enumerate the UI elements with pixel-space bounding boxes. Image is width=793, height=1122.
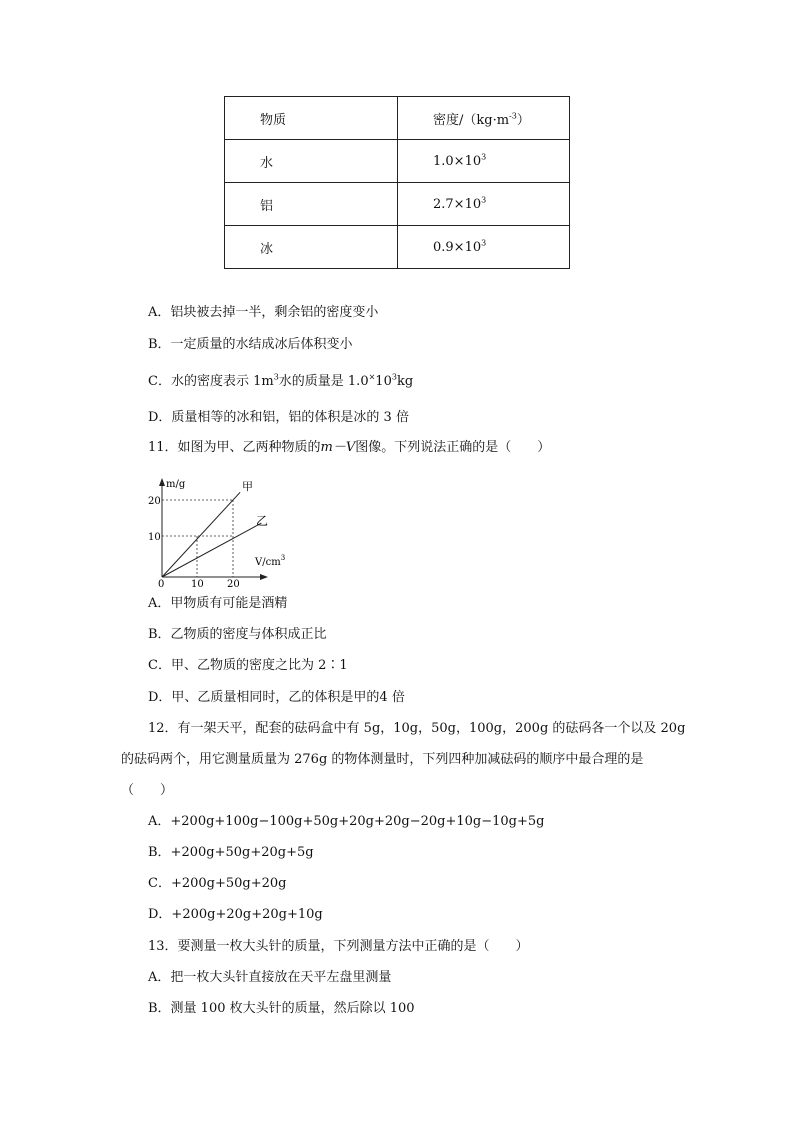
y-tick-10: 10 [148,532,161,543]
mv-graph [144,475,294,587]
table-row [225,226,570,269]
q12-option-a: A．+200g+100g−100g+50g+20g+20g−20g+10g−10g+5g [148,814,545,829]
y-axis-label: m/g [166,479,186,490]
series-line-jia [162,492,240,577]
density-table [224,96,570,269]
q12-option-d: D．+200g+20g+20g+10g [148,907,323,922]
q10-option-b: B．一定质量的水结成冰后体积变小 [148,337,353,352]
q11-option-d: D．甲、乙质量相同时，乙的体积是甲的4 倍 [148,690,405,705]
q11-option-a: A．甲物质有可能是酒精 [148,596,288,611]
q12-option-c: C．+200g+50g+20g [148,876,287,891]
table-cell-name: 水 [225,140,398,183]
q12-stem-line1: 12．有一架天平，配套的砝码盒中有 5g，10g，50g，100g，200g 的砝码各一个以及 20g [148,721,686,736]
q10-option-c: C．水的密度表示 $1m^3$水的质量是 $1.0^\times 10^3kg$ [148,372,414,389]
x-axis-arrow [260,574,268,580]
q13-option-b: B．测量 100 枚大头针的质量，然后除以 100 [148,1001,415,1016]
table-cell-density: $0.9\times 10^3$ [398,226,570,269]
x-axis-label: $V/cm^3$ [255,554,286,568]
series-line-yi [162,523,261,577]
table-cell-density: $2.7\times 10^3$ [398,183,570,226]
table-row [225,140,570,183]
line-label-jia: 甲 [242,480,253,493]
table-row [225,183,570,226]
q10-option-d: D．质量相等的冰和铝，铝的体积是冰的 3 倍 [148,410,409,425]
q11-option-c: C．甲、乙物质的密度之比为 2∶1 [148,658,348,673]
q13-option-a: A．把一枚大头针直接放在天平左盘里测量 [148,970,392,985]
q13-stem: 13．要测量一枚大头针的质量，下列测量方法中正确的是（ ） [148,939,529,954]
q12-option-b: B．+200g+50g+20g+5g [148,845,314,860]
y-tick-20: 20 [148,496,161,507]
line-label-yi: 乙 [256,514,269,528]
table-header-density: 密度$/(kg\cdot m^{-3})$ [398,97,570,140]
table-cell-name: 铝 [225,183,398,226]
y-axis-arrow [159,478,165,486]
q10-option-a: A．铝块被去掉一半，剩余铝的密度变小 [148,305,379,320]
x-tick-10: 10 [191,579,204,587]
origin-label: 0 [158,579,165,587]
q12-stem-line3: （ ） [121,783,174,798]
table-cell-name: 冰 [225,226,398,269]
q11-option-b: B．乙物质的密度与体积成正比 [148,627,327,642]
table-header-substance: 物质 [225,97,398,140]
q11-stem: 11．如图为甲、乙两种物质的m－V图像。下列说法正确的是（ ） [148,440,551,455]
table-header-row [225,97,570,140]
q12-stem-line2: 的砝码两个，用它测量质量为 276g 的物体测量时，下列四种加减砝码的顺序中最合理的是 [121,752,644,767]
x-tick-20: 20 [227,579,240,587]
table-cell-density: $1.0\times 10^3$ [398,140,570,183]
